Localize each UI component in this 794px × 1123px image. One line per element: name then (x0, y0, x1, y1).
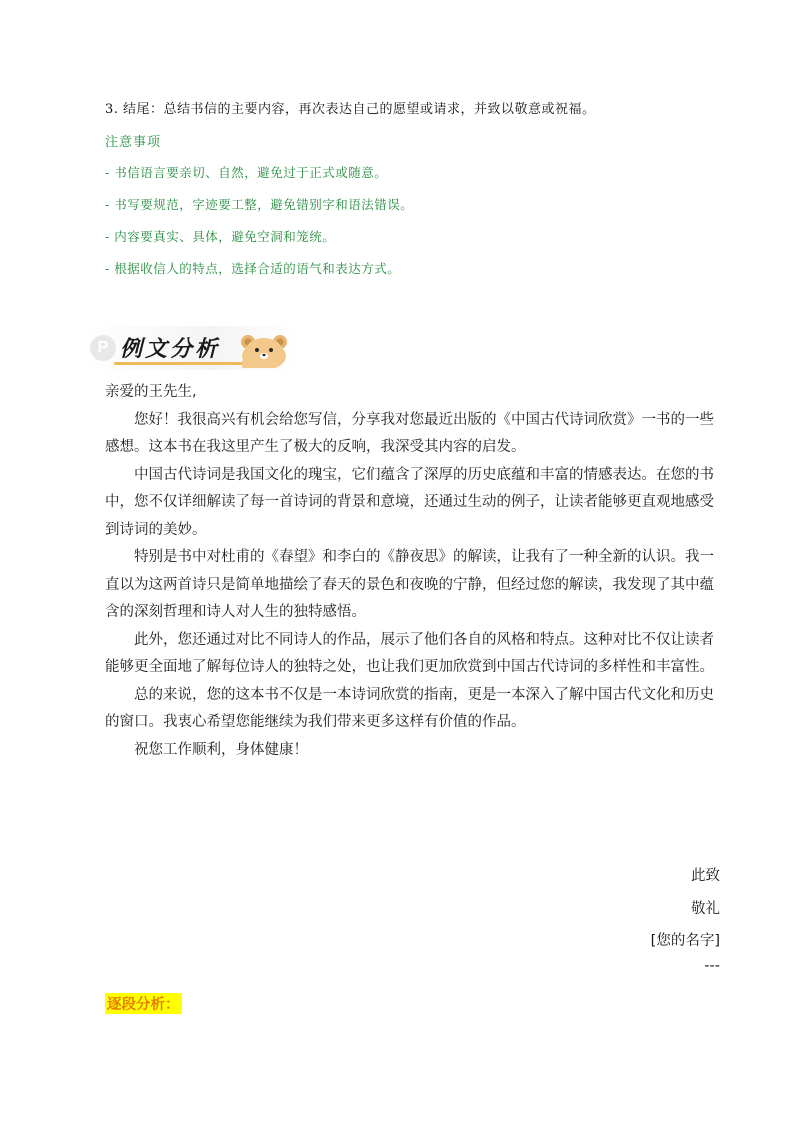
sample-letter (105, 379, 725, 764)
notes-list (105, 163, 413, 291)
letter-paragraph (105, 627, 725, 682)
closing-line-2: 敬礼 (691, 901, 720, 917)
bear-mascot-icon (236, 328, 292, 368)
divider-text: --- (704, 958, 720, 974)
letter-paragraph-text: 中国古代诗词是我国文化的瑰宝，它们蕴含了深厚的历史底蕴和丰富的情感表达。在您的书中，您不仅详细解读了每一首诗词的背景和意境，还通过生动的例子，让读者能够更直观地感受到诗词的美妙。 (105, 466, 714, 538)
notes-item: - 内容要真实、具体，避免空洞和笼统。 (105, 229, 336, 244)
section-title: 例文分析 (120, 337, 221, 362)
letter-paragraph (105, 544, 725, 627)
structure-ending-line: 3. 结尾：总结书信的主要内容，再次表达自己的愿望或请求，并致以敬意或祝福。 (105, 102, 596, 117)
notes-title: 注意事项 (105, 135, 162, 150)
notes-item: - 书信语言要亲切、自然，避免过于正式或随意。 (105, 165, 388, 180)
notes-item: - 书写要规范，字迹要工整，避免错别字和语法错误。 (105, 197, 414, 212)
p-badge-icon: P (90, 335, 116, 361)
letter-paragraph-text: 此外，您还通过对比不同诗人的作品，展示了他们各自的风格和特点。这种对比不仅让读者能够更全面地了解每位诗人的独特之处，也让我们更加欣赏到中国古代诗词的多样性和丰富性。 (105, 631, 714, 675)
letter-wish (105, 737, 725, 765)
letter-paragraph-text: 总的来说，您的这本书不仅是一本诗词欣赏的指南，更是一本深入了解中国古代文化和历史的窗口。我衷心希望您能继续为我们带来更多这样有价值的作品。 (105, 686, 714, 730)
letter-paragraph (105, 407, 725, 462)
letter-paragraph-text: 特别是书中对杜甫的《春望》和李白的《静夜思》的解读，让我有了一种全新的认识。我一直以为这两首诗只是简单地描绘了春天的景色和夜晚的宁静，但经过您的解读，我发现了其中蕴含的深刻哲理和诗人对人生的独特感悟。 (105, 549, 714, 620)
closing-line-1: 此致 (691, 868, 720, 884)
letter-paragraph (105, 682, 725, 737)
analysis-label: 逐段分析： (105, 993, 182, 1014)
letter-paragraph-text: 祝您工作顺利，身体健康！ (134, 741, 308, 758)
section-banner (88, 326, 296, 370)
letter-paragraph (105, 462, 725, 545)
letter-greeting: 亲爱的王先生, (105, 384, 197, 400)
notes-item: - 根据收信人的特点，选择合适的语气和表达方式。 (105, 261, 401, 276)
signature-placeholder: [您的名字] (650, 933, 720, 949)
letter-paragraph-text: 您好！我很高兴有机会给您写信，分享我对您最近出版的《中国古代诗词欣赏》一书的一些感想。这本书在我这里产生了极大的反响，我深受其内容的启发。 (105, 411, 714, 455)
